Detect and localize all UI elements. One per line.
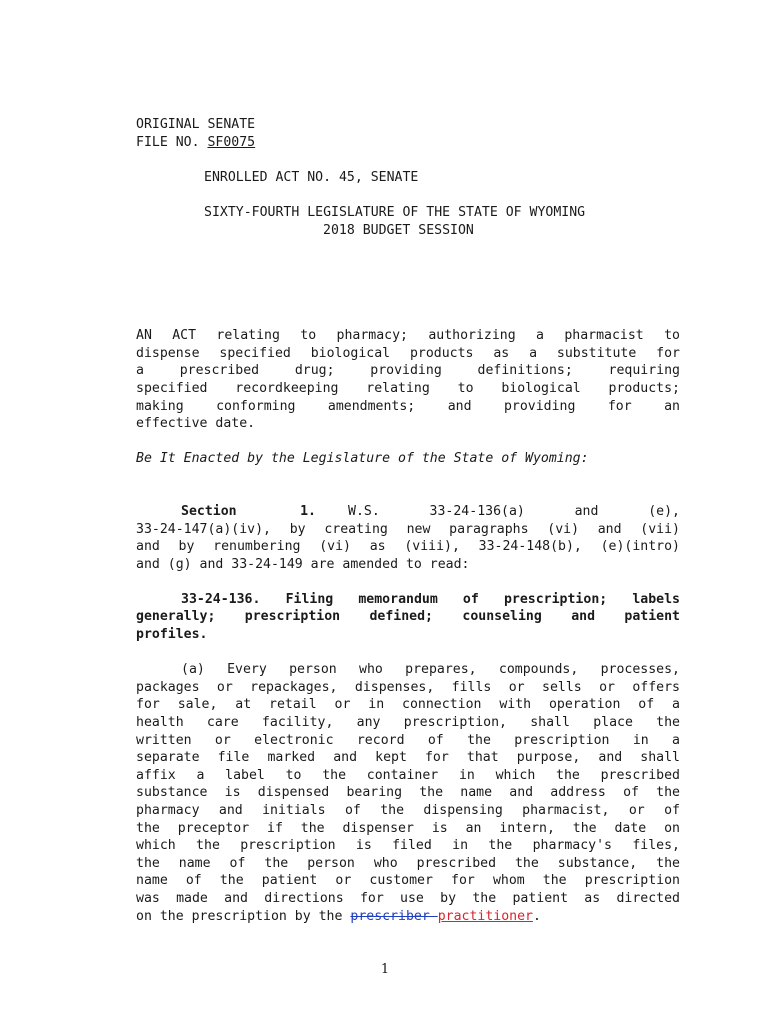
amendment-tail-text: .: [533, 908, 541, 924]
statute-heading-line: 33-24-136. Filing memorandum of prescription; labels: [181, 591, 680, 607]
file-number: SF0075: [207, 134, 256, 150]
subsection-a-line: (a) Every person who prepares, compounds, processes,: [181, 662, 680, 678]
subsection-a-line: name of the patient or customer for whom the prescription: [136, 873, 680, 889]
subsection-a-line: affix a label to the container in which the prescribed: [136, 767, 680, 783]
act-title-line: dispense specified biological products as a substitute for: [136, 345, 680, 361]
statute-heading-line: generally; prescription defined; counseling and patient: [136, 609, 680, 625]
act-title-line: effective date.: [136, 416, 256, 432]
enacting-clause: Be It Enacted by the Legislature of the State of Wyoming:: [136, 451, 589, 467]
subsection-a-line: separate file marked and kept for that purpose, and shall: [136, 750, 680, 766]
act-title-line: making conforming amendments; and providing for an: [136, 398, 680, 414]
legislature-line: SIXTY-FOURTH LEGISLATURE OF THE STATE OF WYOMING: [204, 204, 586, 220]
session-line: 2018 BUDGET SESSION: [323, 222, 474, 238]
section-1-line: 33-24-147(a)(iv), by creating new paragraphs (vi) and (vii): [136, 521, 680, 537]
act-title-line: a prescribed drug; providing definitions; requiring: [136, 363, 680, 379]
file-prefix: FILE NO.: [136, 134, 208, 150]
act-title-line: specified recordkeeping relating to biological products;: [136, 380, 680, 396]
act-title-line: AN ACT relating to pharmacy; authorizing a pharmacist to: [136, 328, 680, 344]
section-1-line: and by renumbering (vi) as (viii), 33-24-148(b), (e)(intro): [136, 539, 680, 555]
subsection-a-line: the preceptor if the dispenser is an intern, the date on: [136, 820, 680, 836]
section-label: Section 1.: [181, 503, 316, 519]
subsection-a: [136, 661, 680, 925]
statute-heading-line: profiles.: [136, 627, 208, 643]
subsection-a-line: substance is dispensed bearing the name and address of the: [136, 785, 680, 801]
subsection-a-line: written or electronic record of the prescription in a: [136, 732, 680, 748]
deleted-text: prescriber: [350, 908, 438, 924]
subsection-a-line: packages or repackages, dispenses, fills or sells or offers: [136, 679, 680, 695]
act-title: [136, 327, 680, 433]
statute-heading: [136, 591, 680, 644]
section-1-line: and (g) and 33-24-149 are amended to read:: [136, 556, 470, 572]
inserted-text: practitioner: [437, 908, 533, 924]
page-number: 1: [380, 962, 390, 977]
section-1-citation: W.S. 33-24-136(a) and (e),: [348, 503, 680, 519]
subsection-a-line: the name of the person who prescribed the substance, the: [136, 855, 680, 871]
document-page: [136, 116, 680, 925]
subsection-a-line: pharmacy and initials of the dispensing pharmacist, or of: [136, 803, 680, 818]
enrolled-act-line: ENROLLED ACT NO. 45, SENATE: [204, 169, 419, 185]
section-1-first-line: [136, 503, 680, 521]
origin-line: ORIGINAL SENATE: [136, 117, 256, 132]
section-1: [136, 503, 680, 573]
subsection-a-line: was made and directions for use by the patient as directed: [136, 890, 680, 906]
subsection-a-line: which the prescription is filed in the pharmacy's files,: [136, 838, 680, 854]
subsection-a-line: for sale, at retail or in connection with operation of a: [136, 697, 680, 713]
amendment-lead-text: on the prescription by the: [136, 908, 351, 924]
subsection-a-line: health care facility, any prescription, shall place the: [136, 715, 680, 731]
subsection-a-last-line: [136, 908, 680, 926]
file-number-line: [136, 134, 680, 152]
